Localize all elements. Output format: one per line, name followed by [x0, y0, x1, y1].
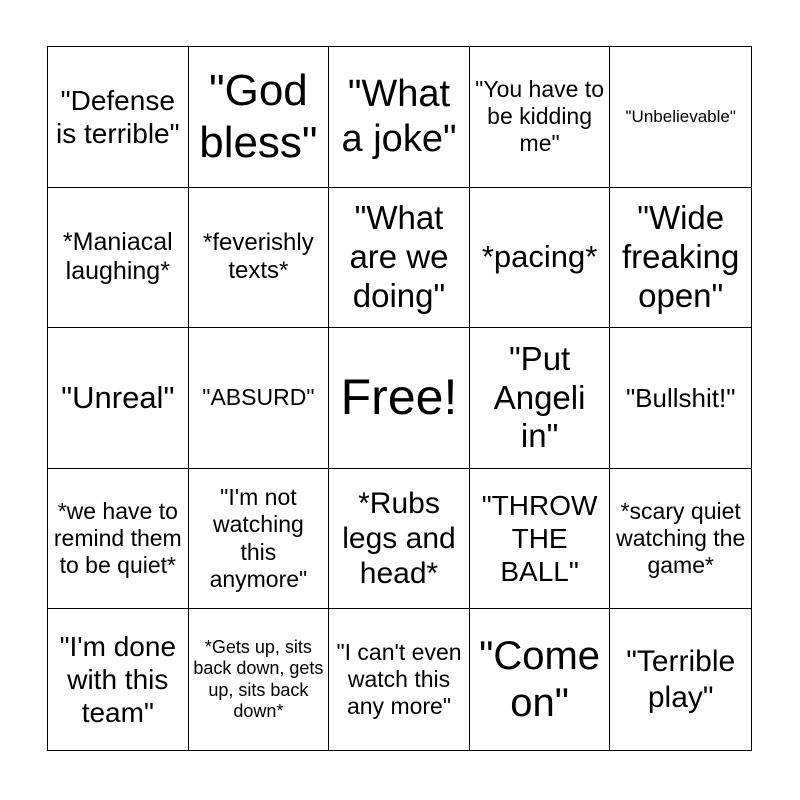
cell-label: "ABSURD" [202, 384, 315, 411]
cell-label: "What are we doing" [349, 198, 449, 314]
cell-label: *scary quiet watching the game* [616, 497, 746, 579]
cell-label: "I'm done with this team" [59, 631, 177, 729]
cell-label: "Bullshit!" [625, 382, 736, 413]
bingo-cell[interactable] [189, 47, 330, 188]
cell-label: "God bless" [199, 65, 318, 167]
cell-label: *Maniacal laughing* [62, 227, 173, 286]
bingo-cell[interactable] [610, 609, 751, 750]
cell-label: *we have to remind them to be quiet* [53, 497, 182, 579]
cell-label: "You have to be kidding me" [475, 76, 604, 157]
cell-label: "Wide freaking open" [621, 198, 740, 314]
bingo-cell[interactable] [48, 188, 189, 329]
free-space-label: Free! [340, 369, 458, 426]
cell-label: "Unreal" [61, 379, 175, 415]
bingo-cell[interactable] [470, 188, 611, 329]
bingo-cell[interactable] [470, 469, 611, 610]
bingo-cell[interactable] [329, 47, 470, 188]
cell-label: *Gets up, sits back down, gets up, sits back down* [193, 637, 324, 721]
cell-label: "THROW THE BALL" [481, 490, 598, 588]
bingo-cell[interactable] [48, 609, 189, 750]
bingo-cell[interactable] [610, 188, 751, 329]
cell-label: "I can't even watch this any more" [336, 639, 462, 720]
bingo-cell[interactable] [189, 469, 330, 610]
cell-label: "Terrible play" [626, 645, 736, 714]
cell-label: "Defense is terrible" [56, 84, 180, 149]
cell-label: "Unbelievable" [625, 106, 736, 126]
bingo-cell[interactable] [329, 609, 470, 750]
bingo-cell[interactable] [470, 328, 611, 469]
bingo-board [47, 46, 752, 751]
cell-label: *pacing* [481, 239, 598, 275]
cell-label: "Put Angeli in" [493, 339, 586, 455]
bingo-cell[interactable] [189, 328, 330, 469]
bingo-cell[interactable] [329, 469, 470, 610]
bingo-cell[interactable] [610, 469, 751, 610]
bingo-cell[interactable] [329, 188, 470, 329]
bingo-cell[interactable] [610, 47, 751, 188]
cell-label: "Come on" [479, 633, 601, 725]
free-space-cell[interactable] [329, 328, 470, 469]
cell-label: *feverishly texts* [203, 229, 314, 285]
cell-label: "I'm not watching this anymore" [209, 484, 308, 592]
bingo-cell[interactable] [189, 609, 330, 750]
cell-label: *Rubs legs and head* [342, 486, 456, 591]
bingo-cell[interactable] [470, 609, 611, 750]
bingo-cell[interactable] [48, 47, 189, 188]
bingo-cell[interactable] [48, 328, 189, 469]
bingo-cell[interactable] [610, 328, 751, 469]
bingo-cell[interactable] [189, 188, 330, 329]
bingo-cell[interactable] [48, 469, 189, 610]
bingo-cell[interactable] [470, 47, 611, 188]
cell-label: "What a joke" [341, 72, 457, 160]
